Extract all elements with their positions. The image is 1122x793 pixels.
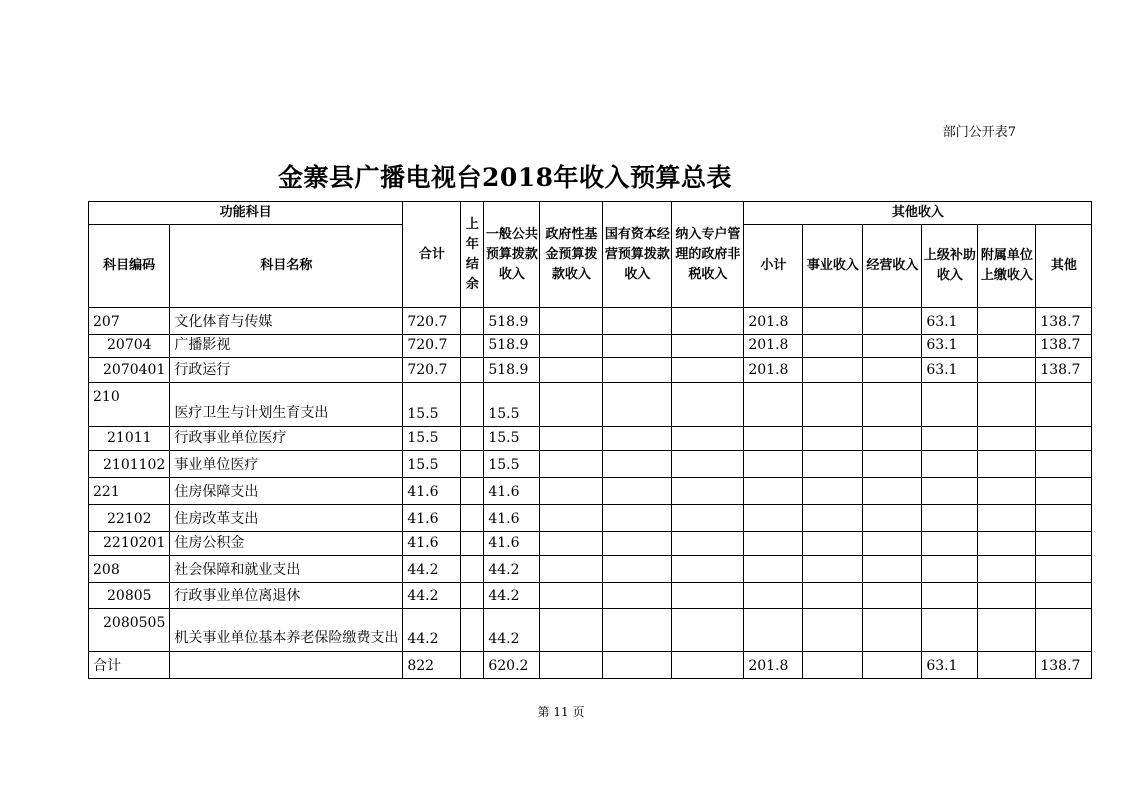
other-cell — [1036, 427, 1092, 451]
operating-cell — [863, 609, 922, 652]
remit-cell — [978, 427, 1036, 451]
capital-cell — [603, 358, 672, 383]
balance-cell — [461, 451, 484, 478]
subtotal-cell — [744, 505, 803, 532]
fund-cell — [540, 383, 603, 427]
subsidy-cell — [922, 609, 978, 652]
operating-cell — [863, 358, 922, 383]
table-row — [89, 609, 1092, 652]
total-cell: 44.2 — [403, 556, 461, 583]
business-cell — [803, 427, 863, 451]
subsidy-cell — [922, 583, 978, 609]
operating-cell — [863, 308, 922, 335]
gov-fund-budget-header: 政府性基金预算拨款收入 — [540, 202, 603, 308]
subject-code-header: 科目编码 — [89, 225, 170, 308]
total-cell: 41.6 — [403, 532, 461, 556]
subtotal-cell — [744, 532, 803, 556]
nontax-cell — [672, 609, 744, 652]
total-cell: 720.7 — [403, 335, 461, 358]
general-cell: 518.9 — [484, 335, 540, 358]
general-cell: 15.5 — [484, 451, 540, 478]
balance-cell — [461, 532, 484, 556]
functional-subject-header: 功能科目 — [89, 202, 403, 225]
table-row — [89, 505, 1092, 532]
remit-cell — [978, 609, 1036, 652]
subject-code-cell: 2101102 — [89, 451, 170, 478]
superior-subsidy-header: 上级补助收入 — [922, 225, 978, 308]
subsidy-cell — [922, 505, 978, 532]
subject-name-cell: 事业单位医疗 — [170, 451, 403, 478]
remit-cell — [978, 478, 1036, 505]
subtotal-header: 小计 — [744, 225, 803, 308]
table-row — [89, 478, 1092, 505]
nontax-cell — [672, 335, 744, 358]
operating-cell — [863, 335, 922, 358]
subject-name-cell: 住房公积金 — [170, 532, 403, 556]
general-cell: 518.9 — [484, 358, 540, 383]
general-public-budget-header: 一般公共预算拨款收入 — [484, 202, 540, 308]
business-cell — [803, 556, 863, 583]
balance-cell — [461, 308, 484, 335]
remit-cell — [978, 308, 1036, 335]
capital-cell — [603, 478, 672, 505]
total-business — [803, 652, 863, 679]
operating-cell — [863, 451, 922, 478]
capital-cell — [603, 556, 672, 583]
subtotal-cell — [744, 556, 803, 583]
subtotal-cell — [744, 383, 803, 427]
subsidy-cell — [922, 532, 978, 556]
other-cell — [1036, 478, 1092, 505]
capital-cell — [603, 451, 672, 478]
subject-name-cell: 行政运行 — [170, 358, 403, 383]
table-row — [89, 583, 1092, 609]
business-cell — [803, 308, 863, 335]
other-cell — [1036, 583, 1092, 609]
business-cell — [803, 383, 863, 427]
total-nontax — [672, 652, 744, 679]
total-cell: 720.7 — [403, 308, 461, 335]
other-cell: 138.7 — [1036, 358, 1092, 383]
fund-cell — [540, 505, 603, 532]
subsidy-cell — [922, 383, 978, 427]
subject-code-cell: 210 — [89, 383, 170, 427]
remit-cell — [978, 556, 1036, 583]
income-budget-table — [88, 201, 1092, 679]
nontax-cell — [672, 358, 744, 383]
table-row — [89, 556, 1092, 583]
subtotal-cell — [744, 609, 803, 652]
subsidy-cell — [922, 427, 978, 451]
business-cell — [803, 358, 863, 383]
balance-cell — [461, 335, 484, 358]
subject-code-cell: 221 — [89, 478, 170, 505]
fund-cell — [540, 583, 603, 609]
total-remit — [978, 652, 1036, 679]
total-cell: 15.5 — [403, 451, 461, 478]
balance-cell — [461, 383, 484, 427]
subject-code-cell: 2210201 — [89, 532, 170, 556]
remit-cell — [978, 532, 1036, 556]
subject-code-cell: 20704 — [89, 335, 170, 358]
capital-cell — [603, 532, 672, 556]
subject-code-cell: 208 — [89, 556, 170, 583]
general-cell: 44.2 — [484, 609, 540, 652]
remit-cell — [978, 505, 1036, 532]
remit-cell — [978, 451, 1036, 478]
total-header: 合计 — [403, 202, 461, 308]
nontax-cell — [672, 505, 744, 532]
subject-code-cell: 22102 — [89, 505, 170, 532]
other-cell — [1036, 532, 1092, 556]
subject-name-cell: 行政事业单位医疗 — [170, 427, 403, 451]
capital-cell — [603, 583, 672, 609]
capital-cell — [603, 383, 672, 427]
general-cell: 518.9 — [484, 308, 540, 335]
nontax-cell — [672, 308, 744, 335]
general-cell: 41.6 — [484, 532, 540, 556]
nontax-cell — [672, 383, 744, 427]
affiliated-remit-header: 附属单位上缴收入 — [978, 225, 1036, 308]
subject-name-cell: 社会保障和就业支出 — [170, 556, 403, 583]
total-capital — [603, 652, 672, 679]
other-cell — [1036, 556, 1092, 583]
other-cell — [1036, 383, 1092, 427]
fund-cell — [540, 358, 603, 383]
other-cell — [1036, 505, 1092, 532]
total-subtotal: 201.8 — [744, 652, 803, 679]
general-cell: 44.2 — [484, 556, 540, 583]
total-label: 合计 — [89, 652, 170, 679]
business-cell — [803, 505, 863, 532]
business-cell — [803, 532, 863, 556]
subject-code-cell: 21011 — [89, 427, 170, 451]
remit-cell — [978, 335, 1036, 358]
subtotal-cell: 201.8 — [744, 358, 803, 383]
form-number: 部门公开表7 — [942, 125, 1016, 140]
operating-cell — [863, 532, 922, 556]
business-income-header: 事业收入 — [803, 225, 863, 308]
subtotal-cell: 201.8 — [744, 335, 803, 358]
total-cell: 15.5 — [403, 427, 461, 451]
business-cell — [803, 609, 863, 652]
total-cell: 41.6 — [403, 505, 461, 532]
capital-cell — [603, 308, 672, 335]
operating-cell — [863, 383, 922, 427]
general-cell: 41.6 — [484, 478, 540, 505]
fund-cell — [540, 335, 603, 358]
table-body — [89, 308, 1092, 652]
subject-code-cell: 20805 — [89, 583, 170, 609]
fund-cell — [540, 556, 603, 583]
total-balance — [461, 652, 484, 679]
balance-cell — [461, 609, 484, 652]
total-subsidy: 63.1 — [922, 652, 978, 679]
general-cell: 15.5 — [484, 427, 540, 451]
others-header: 其他 — [1036, 225, 1092, 308]
balance-cell — [461, 583, 484, 609]
subsidy-cell: 63.1 — [922, 358, 978, 383]
subject-code-cell: 2070401 — [89, 358, 170, 383]
table-row — [89, 335, 1092, 358]
business-cell — [803, 451, 863, 478]
nontax-cell — [672, 556, 744, 583]
balance-cell — [461, 478, 484, 505]
table-row — [89, 358, 1092, 383]
subject-name-cell: 医疗卫生与计划生育支出 — [170, 383, 403, 427]
total-name-cell — [170, 652, 403, 679]
other-cell: 138.7 — [1036, 308, 1092, 335]
table-row — [89, 532, 1092, 556]
subtotal-cell — [744, 427, 803, 451]
prior-year-balance-header: 上年结余 — [461, 202, 484, 308]
operating-cell — [863, 427, 922, 451]
fund-cell — [540, 451, 603, 478]
total-operating — [863, 652, 922, 679]
fund-cell — [540, 609, 603, 652]
subject-name-cell: 机关事业单位基本养老保险缴费支出 — [170, 609, 403, 652]
balance-cell — [461, 505, 484, 532]
subsidy-cell — [922, 478, 978, 505]
subsidy-cell: 63.1 — [922, 335, 978, 358]
subject-name-header: 科目名称 — [170, 225, 403, 308]
total-cell: 720.7 — [403, 358, 461, 383]
nontax-cell — [672, 532, 744, 556]
balance-cell — [461, 358, 484, 383]
operating-income-header: 经营收入 — [863, 225, 922, 308]
total-cell: 44.2 — [403, 583, 461, 609]
capital-cell — [603, 335, 672, 358]
total-general: 620.2 — [484, 652, 540, 679]
subject-name-cell: 文化体育与传媒 — [170, 308, 403, 335]
subtotal-cell — [744, 583, 803, 609]
total-cell: 15.5 — [403, 383, 461, 427]
capital-cell — [603, 609, 672, 652]
other-cell — [1036, 451, 1092, 478]
capital-cell — [603, 427, 672, 451]
nontax-cell — [672, 451, 744, 478]
general-cell: 44.2 — [484, 583, 540, 609]
subject-name-cell: 广播影视 — [170, 335, 403, 358]
page-title: 金寨县广播电视台2018年收入预算总表 — [277, 163, 733, 192]
fund-cell — [540, 427, 603, 451]
subtotal-cell: 201.8 — [744, 308, 803, 335]
total-cell: 44.2 — [403, 609, 461, 652]
total-other: 138.7 — [1036, 652, 1092, 679]
subject-name-cell: 住房保障支出 — [170, 478, 403, 505]
table-row — [89, 308, 1092, 335]
operating-cell — [863, 556, 922, 583]
other-cell: 138.7 — [1036, 335, 1092, 358]
subsidy-cell — [922, 556, 978, 583]
total-row — [89, 652, 1092, 679]
total-cell: 41.6 — [403, 478, 461, 505]
subject-code-cell: 207 — [89, 308, 170, 335]
table-row — [89, 451, 1092, 478]
state-capital-budget-header: 国有资本经营预算拨款收入 — [603, 202, 672, 308]
operating-cell — [863, 583, 922, 609]
remit-cell — [978, 583, 1036, 609]
subtotal-cell — [744, 451, 803, 478]
total-total: 822 — [403, 652, 461, 679]
other-cell — [1036, 609, 1092, 652]
business-cell — [803, 583, 863, 609]
business-cell — [803, 478, 863, 505]
table-row — [89, 427, 1092, 451]
special-account-nontax-header: 纳入专户管理的政府非税收入 — [672, 202, 744, 308]
fund-cell — [540, 532, 603, 556]
nontax-cell — [672, 478, 744, 505]
subsidy-cell — [922, 451, 978, 478]
other-income-header: 其他收入 — [744, 202, 1092, 225]
subtotal-cell — [744, 478, 803, 505]
fund-cell — [540, 478, 603, 505]
fund-cell — [540, 308, 603, 335]
subject-name-cell: 行政事业单位离退休 — [170, 583, 403, 609]
business-cell — [803, 335, 863, 358]
operating-cell — [863, 478, 922, 505]
nontax-cell — [672, 427, 744, 451]
balance-cell — [461, 556, 484, 583]
remit-cell — [978, 383, 1036, 427]
nontax-cell — [672, 583, 744, 609]
capital-cell — [603, 505, 672, 532]
operating-cell — [863, 505, 922, 532]
subject-code-cell: 2080505 — [89, 609, 170, 652]
subsidy-cell: 63.1 — [922, 308, 978, 335]
remit-cell — [978, 358, 1036, 383]
subject-name-cell: 住房改革支出 — [170, 505, 403, 532]
table-row — [89, 383, 1092, 427]
total-fund — [540, 652, 603, 679]
balance-cell — [461, 427, 484, 451]
page-number: 第 11 页 — [537, 705, 585, 719]
general-cell: 41.6 — [484, 505, 540, 532]
general-cell: 15.5 — [484, 383, 540, 427]
